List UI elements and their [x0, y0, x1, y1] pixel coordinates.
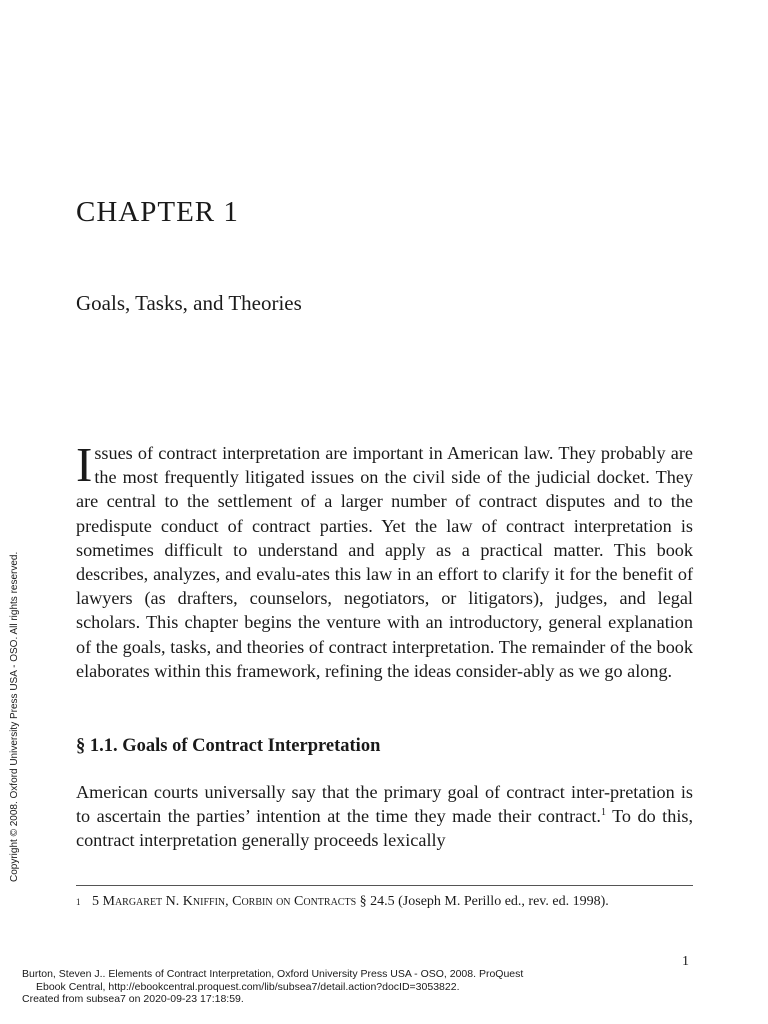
section-text-before: American courts universally say that the primary goal of contract inter-pretation is to ascertain the parties’ intention at the time they made their contract.: [76, 782, 693, 827]
drop-cap: I: [76, 437, 93, 492]
citation-line-2: Ebook Central, http://ebookcentral.proquest.com/lib/subsea7/detail.action?docID=3053822.: [36, 980, 460, 993]
footnote-text: [92, 893, 692, 911]
citation-line-3: Created from subsea7 on 2020-09-23 17:18:59.: [22, 993, 244, 1005]
section-paragraph: [76, 780, 693, 853]
section-heading: § 1.1. Goals of Contract Interpretation: [76, 736, 381, 756]
footnote-source: Margaret N. Kniffin, Corbin on Contracts: [102, 894, 357, 909]
footnote-rest: § 24.5 (Joseph M. Perillo ed., rev. ed. 1998).: [356, 894, 609, 909]
chapter-label: CHAPTER 1: [76, 196, 239, 228]
citation-line-1: Burton, Steven J.. Elements of Contract Interpretation, Oxford University Press USA - OSO, 2008. ProQuest: [22, 968, 524, 980]
section-text-after: To do this, contract interpretation generally proceeds lexically: [76, 806, 693, 851]
footnote-rule: [76, 885, 693, 886]
intro-paragraph: [76, 437, 693, 683]
page-number: 1: [682, 954, 689, 969]
chapter-title: Goals, Tasks, and Theories: [76, 291, 302, 315]
intro-text: ssues of contract interpretation are important in American law. They probably are the most frequently litigated issues on the civil side of the judicial docket. They are central to the settlement of a larger number of contract disputes and to the predispute conduct of contract parties. Yet the law of contract interpretation is sometimes difficult to understand and apply as a practical matter. This book describes, analyzes, and evalu-ates this law in an effort to clarify it for the benefit of lawyers (as drafters, counselors, negotiators, or litigators), judges, and legal scholars. This chapter begins the venture with an introductory, general explanation of the goals, tasks, and theories of contract interpretation. The remainder of the book elaborates within this framework, refining the ideas consider-ably as we go along.: [76, 443, 693, 681]
footnote-reference[interactable]: 1: [600, 807, 606, 819]
citation-block: [22, 968, 523, 1006]
footnote-lead: 5: [92, 894, 103, 909]
footnote-number: 1: [76, 897, 81, 907]
footnote: [76, 893, 693, 911]
side-copyright: Copyright © 2008. Oxford University Press USA - OSO. All rights reserved.: [9, 551, 20, 882]
